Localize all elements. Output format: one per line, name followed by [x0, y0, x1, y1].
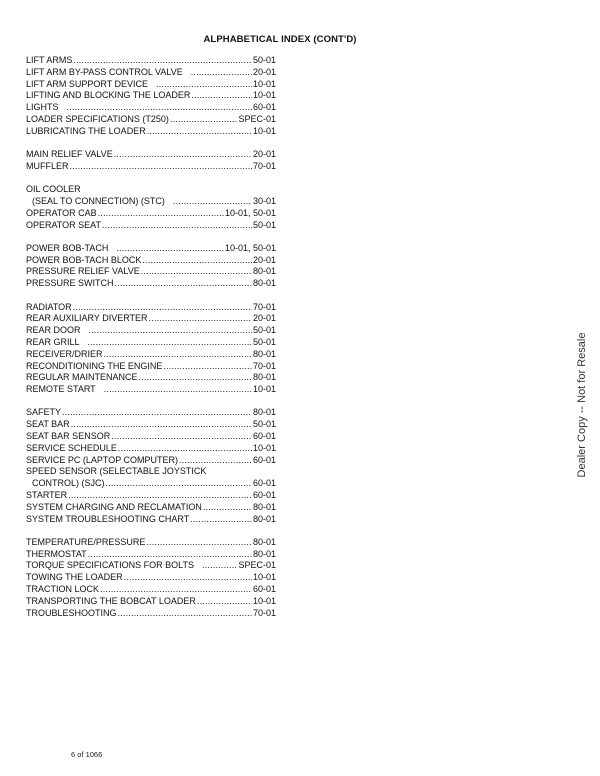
index-entry-page: 80-01 — [252, 513, 276, 524]
leader-dots — [73, 302, 252, 314]
index-entry-page: 20-01 — [252, 149, 276, 160]
index-entry-page: 20-01 — [252, 66, 276, 77]
index-group-s — [26, 407, 276, 525]
leader-dots — [139, 372, 252, 384]
index-entry-name: LIFT ARM BY-PASS CONTROL VALVE — [26, 66, 183, 77]
leader-dots — [68, 490, 252, 502]
leader-dots — [89, 325, 252, 337]
index-entry — [26, 384, 276, 396]
index-group-t — [26, 537, 276, 620]
index-entry — [26, 466, 276, 478]
index-entry-name: TRACTION LOCK — [26, 584, 100, 595]
index-entry-name: LIFT ARMS — [26, 55, 73, 65]
index-entry — [26, 431, 276, 443]
index-entry — [26, 220, 276, 232]
index-entry-name: LIGHTS — [26, 102, 59, 113]
leader-dots — [100, 584, 252, 596]
index-entry-name: RECEIVER/DRIER — [26, 348, 103, 359]
index-entry-name: TEMPERATURE/PRESSURE — [26, 536, 146, 547]
index-entry-page: 80-01 — [252, 501, 276, 512]
index-entry — [26, 372, 276, 384]
index-entry-page: 70-01 — [252, 360, 276, 371]
leader-dots — [88, 549, 252, 561]
leader-dots — [73, 55, 252, 67]
leader-dots — [98, 208, 224, 220]
index-entry-name: MAIN RELIEF VALVE — [26, 149, 113, 160]
index-entry — [26, 243, 276, 255]
leader-dots — [67, 102, 252, 114]
index-entry-name: OPERATOR SEAT — [26, 219, 102, 230]
index-entry-page: 20-01 — [252, 254, 276, 265]
index-entry — [26, 443, 276, 455]
index-entry-name: TOWING THE LOADER — [26, 572, 123, 583]
index-entry-name: LOADER SPECIFICATIONS (T250) — [26, 113, 169, 124]
page-title: ALPHABETICAL INDEX (CONT'D) — [203, 34, 357, 45]
index-entry — [26, 161, 276, 173]
index-entry — [26, 313, 276, 325]
index-entry — [26, 549, 276, 561]
index-entry-page: 10-01 — [252, 125, 276, 136]
leader-dots — [62, 407, 252, 419]
index-entry — [26, 455, 276, 467]
index-entry — [26, 337, 276, 349]
index-entry — [26, 90, 276, 102]
index-entry — [26, 560, 276, 572]
index-entry-page: 50-01 — [252, 419, 276, 430]
leader-dots — [147, 126, 252, 138]
index-entry-page: 80-01 — [252, 372, 276, 383]
index-entry-page: 50-01 — [252, 219, 276, 230]
leader-dots — [197, 596, 252, 608]
index-entry-page: 10-01 — [252, 595, 276, 606]
index-entry-page: 10-01 — [252, 442, 276, 453]
index-entry-name: (SEAL TO CONNECTION) (STC) — [32, 195, 165, 206]
index-entry-page: 50-01 — [252, 336, 276, 347]
leader-dots — [191, 67, 252, 79]
index-entry-name: OPERATOR CAB — [26, 207, 97, 218]
leader-dots — [163, 361, 252, 373]
index-entry-name: STARTER — [26, 490, 68, 500]
index-entry-page: 60-01 — [252, 584, 276, 595]
index-entry-name: SERVICE PC (LAPTOP COMPUTER) — [26, 454, 179, 465]
index-entry-name: SYSTEM CHARGING AND RECLAMATION — [26, 501, 202, 512]
leader-dots — [104, 384, 252, 396]
index-entry — [26, 537, 276, 549]
index-entry-page: 50-01 — [252, 325, 276, 336]
index-group-l — [26, 55, 276, 138]
leader-dots — [124, 572, 252, 584]
index-entry-name: MUFFLER — [26, 160, 69, 171]
leader-dots — [179, 455, 252, 467]
leader-dots — [118, 443, 252, 455]
index-entry — [26, 184, 276, 196]
index-entry-page: 30-01 — [252, 195, 276, 206]
leader-dots — [146, 537, 252, 549]
index-entry — [26, 349, 276, 361]
index-entry — [26, 196, 276, 208]
leader-dots — [190, 514, 252, 526]
index-entry-page: 10-01 — [252, 572, 276, 583]
index-entry-page: 10-01, 50-01 — [224, 242, 276, 253]
leader-dots — [170, 114, 238, 126]
index-group-o — [26, 184, 276, 231]
leader-dots — [149, 313, 252, 325]
index-entry — [26, 126, 276, 138]
index-entry-page: 80-01 — [252, 548, 276, 559]
index-entry — [26, 208, 276, 220]
index-entry-name: REAR AUXILIARY DIVERTER — [26, 313, 148, 324]
index-entry-name: TORQUE SPECIFICATIONS FOR BOLTS — [26, 560, 195, 571]
index-entry-name: SYSTEM TROUBLESHOOTING CHART — [26, 513, 190, 524]
dealer-copy-watermark: Dealer Copy -- Not for Resale — [576, 332, 588, 478]
index-entry-name: REGULAR MAINTENANCE — [26, 372, 138, 383]
index-entry — [26, 102, 276, 114]
leader-dots — [141, 266, 252, 278]
index-entry — [26, 278, 276, 290]
index-entry-page: 60-01 — [252, 454, 276, 465]
index-entry-name: LIFTING AND BLOCKING THE LOADER — [26, 90, 191, 101]
index-entry-name: REMOTE START — [26, 384, 96, 395]
index-entry — [26, 302, 276, 314]
index-entry-page: 60-01 — [252, 102, 276, 113]
index-entry-page: 60-01 — [252, 478, 276, 489]
index-group-r — [26, 302, 276, 396]
index-group-m — [26, 149, 276, 173]
index-entry-name: SPEED SENSOR (SELECTABLE JOYSTICK — [26, 466, 207, 477]
index-entry — [26, 502, 276, 514]
leader-dots — [88, 337, 252, 349]
index-entry — [26, 79, 276, 91]
index-entry-page: 50-01 — [252, 55, 276, 65]
index-entry-name: POWER BOB-TACH — [26, 242, 109, 253]
index-entry — [26, 361, 276, 373]
index-entry — [26, 572, 276, 584]
index-entry — [26, 114, 276, 126]
leader-dots — [191, 90, 252, 102]
index-entry — [26, 67, 276, 79]
index-group-p — [26, 243, 276, 290]
index-entry-page: 10-01, 50-01 — [224, 207, 276, 218]
leader-dots — [118, 608, 252, 620]
index-entry-page: 70-01 — [252, 607, 276, 618]
index-entry-page: 20-01 — [252, 313, 276, 324]
index-entry-name: SEAT BAR — [26, 419, 70, 430]
index-entry — [26, 419, 276, 431]
index-entry-page: SPEC-01 — [238, 113, 276, 124]
index-entry-page: 70-01 — [252, 160, 276, 171]
index-entry-page: 80-01 — [252, 266, 276, 277]
index-entry — [26, 55, 276, 67]
leader-dots — [102, 220, 252, 232]
index-entry-name: REAR DOOR — [26, 325, 81, 336]
index-entry — [26, 584, 276, 596]
page-counter: 6 of 1066 — [71, 750, 103, 759]
index-entry-page: 10-01 — [252, 90, 276, 101]
index-entry-name: LIFT ARM SUPPORT DEVICE — [26, 78, 149, 89]
index-entry — [26, 608, 276, 620]
leader-dots — [115, 278, 252, 290]
leader-dots — [203, 502, 252, 514]
leader-dots — [202, 560, 237, 572]
index-entry — [26, 266, 276, 278]
index-entry-name: PRESSURE SWITCH — [26, 278, 114, 289]
leader-dots — [142, 255, 252, 267]
index-entry-page: 80-01 — [252, 536, 276, 547]
leader-dots — [173, 196, 252, 208]
leader-dots — [111, 431, 252, 443]
leader-dots — [70, 161, 252, 173]
index-entry-name: CONTROL) (SJC) — [32, 478, 105, 489]
index-entry-name: TRANSPORTING THE BOBCAT LOADER — [26, 595, 196, 606]
index-entry-name: REAR GRILL — [26, 336, 80, 347]
leader-dots — [156, 79, 252, 91]
leader-dots — [114, 149, 252, 161]
index-entry — [26, 407, 276, 419]
index-entry-page: 10-01 — [252, 78, 276, 89]
index-entry-name: OIL COOLER — [26, 184, 81, 195]
leader-dots — [106, 478, 252, 490]
index-entry-name: SEAT BAR SENSOR — [26, 431, 111, 442]
index-entry-name: PRESSURE RELIEF VALVE — [26, 266, 140, 277]
index-entry-name: LUBRICATING THE LOADER — [26, 125, 146, 136]
leader-dots — [116, 243, 224, 255]
index-entry-page: 70-01 — [252, 301, 276, 312]
index-entry-name: TROUBLESHOOTING — [26, 607, 117, 618]
index-entry-name: RADIATOR — [26, 301, 72, 312]
index-entry-name: RECONDITIONING THE ENGINE — [26, 360, 163, 371]
index-entry — [26, 478, 276, 490]
index-entry-page: 80-01 — [252, 348, 276, 359]
index-entry — [26, 255, 276, 267]
index-entry-page: SPEC-01 — [238, 560, 276, 571]
index-entry-page: 60-01 — [252, 431, 276, 442]
index-entry — [26, 149, 276, 161]
index-entry-name: POWER BOB-TACH BLOCK — [26, 254, 142, 265]
leader-dots — [71, 419, 252, 431]
leader-dots — [104, 349, 252, 361]
index-entry-page: 80-01 — [252, 278, 276, 289]
alphabetical-index-list — [26, 55, 276, 631]
index-entry — [26, 514, 276, 526]
index-entry — [26, 490, 276, 502]
index-entry — [26, 596, 276, 608]
index-entry-name: THERMOSTAT — [26, 548, 87, 559]
index-entry-name: SAFETY — [26, 407, 62, 418]
index-entry-name: SERVICE SCHEDULE — [26, 442, 117, 453]
index-entry-page: 80-01 — [252, 407, 276, 418]
index-entry — [26, 325, 276, 337]
index-entry-page: 60-01 — [252, 490, 276, 500]
index-entry-page: 10-01 — [252, 384, 276, 395]
